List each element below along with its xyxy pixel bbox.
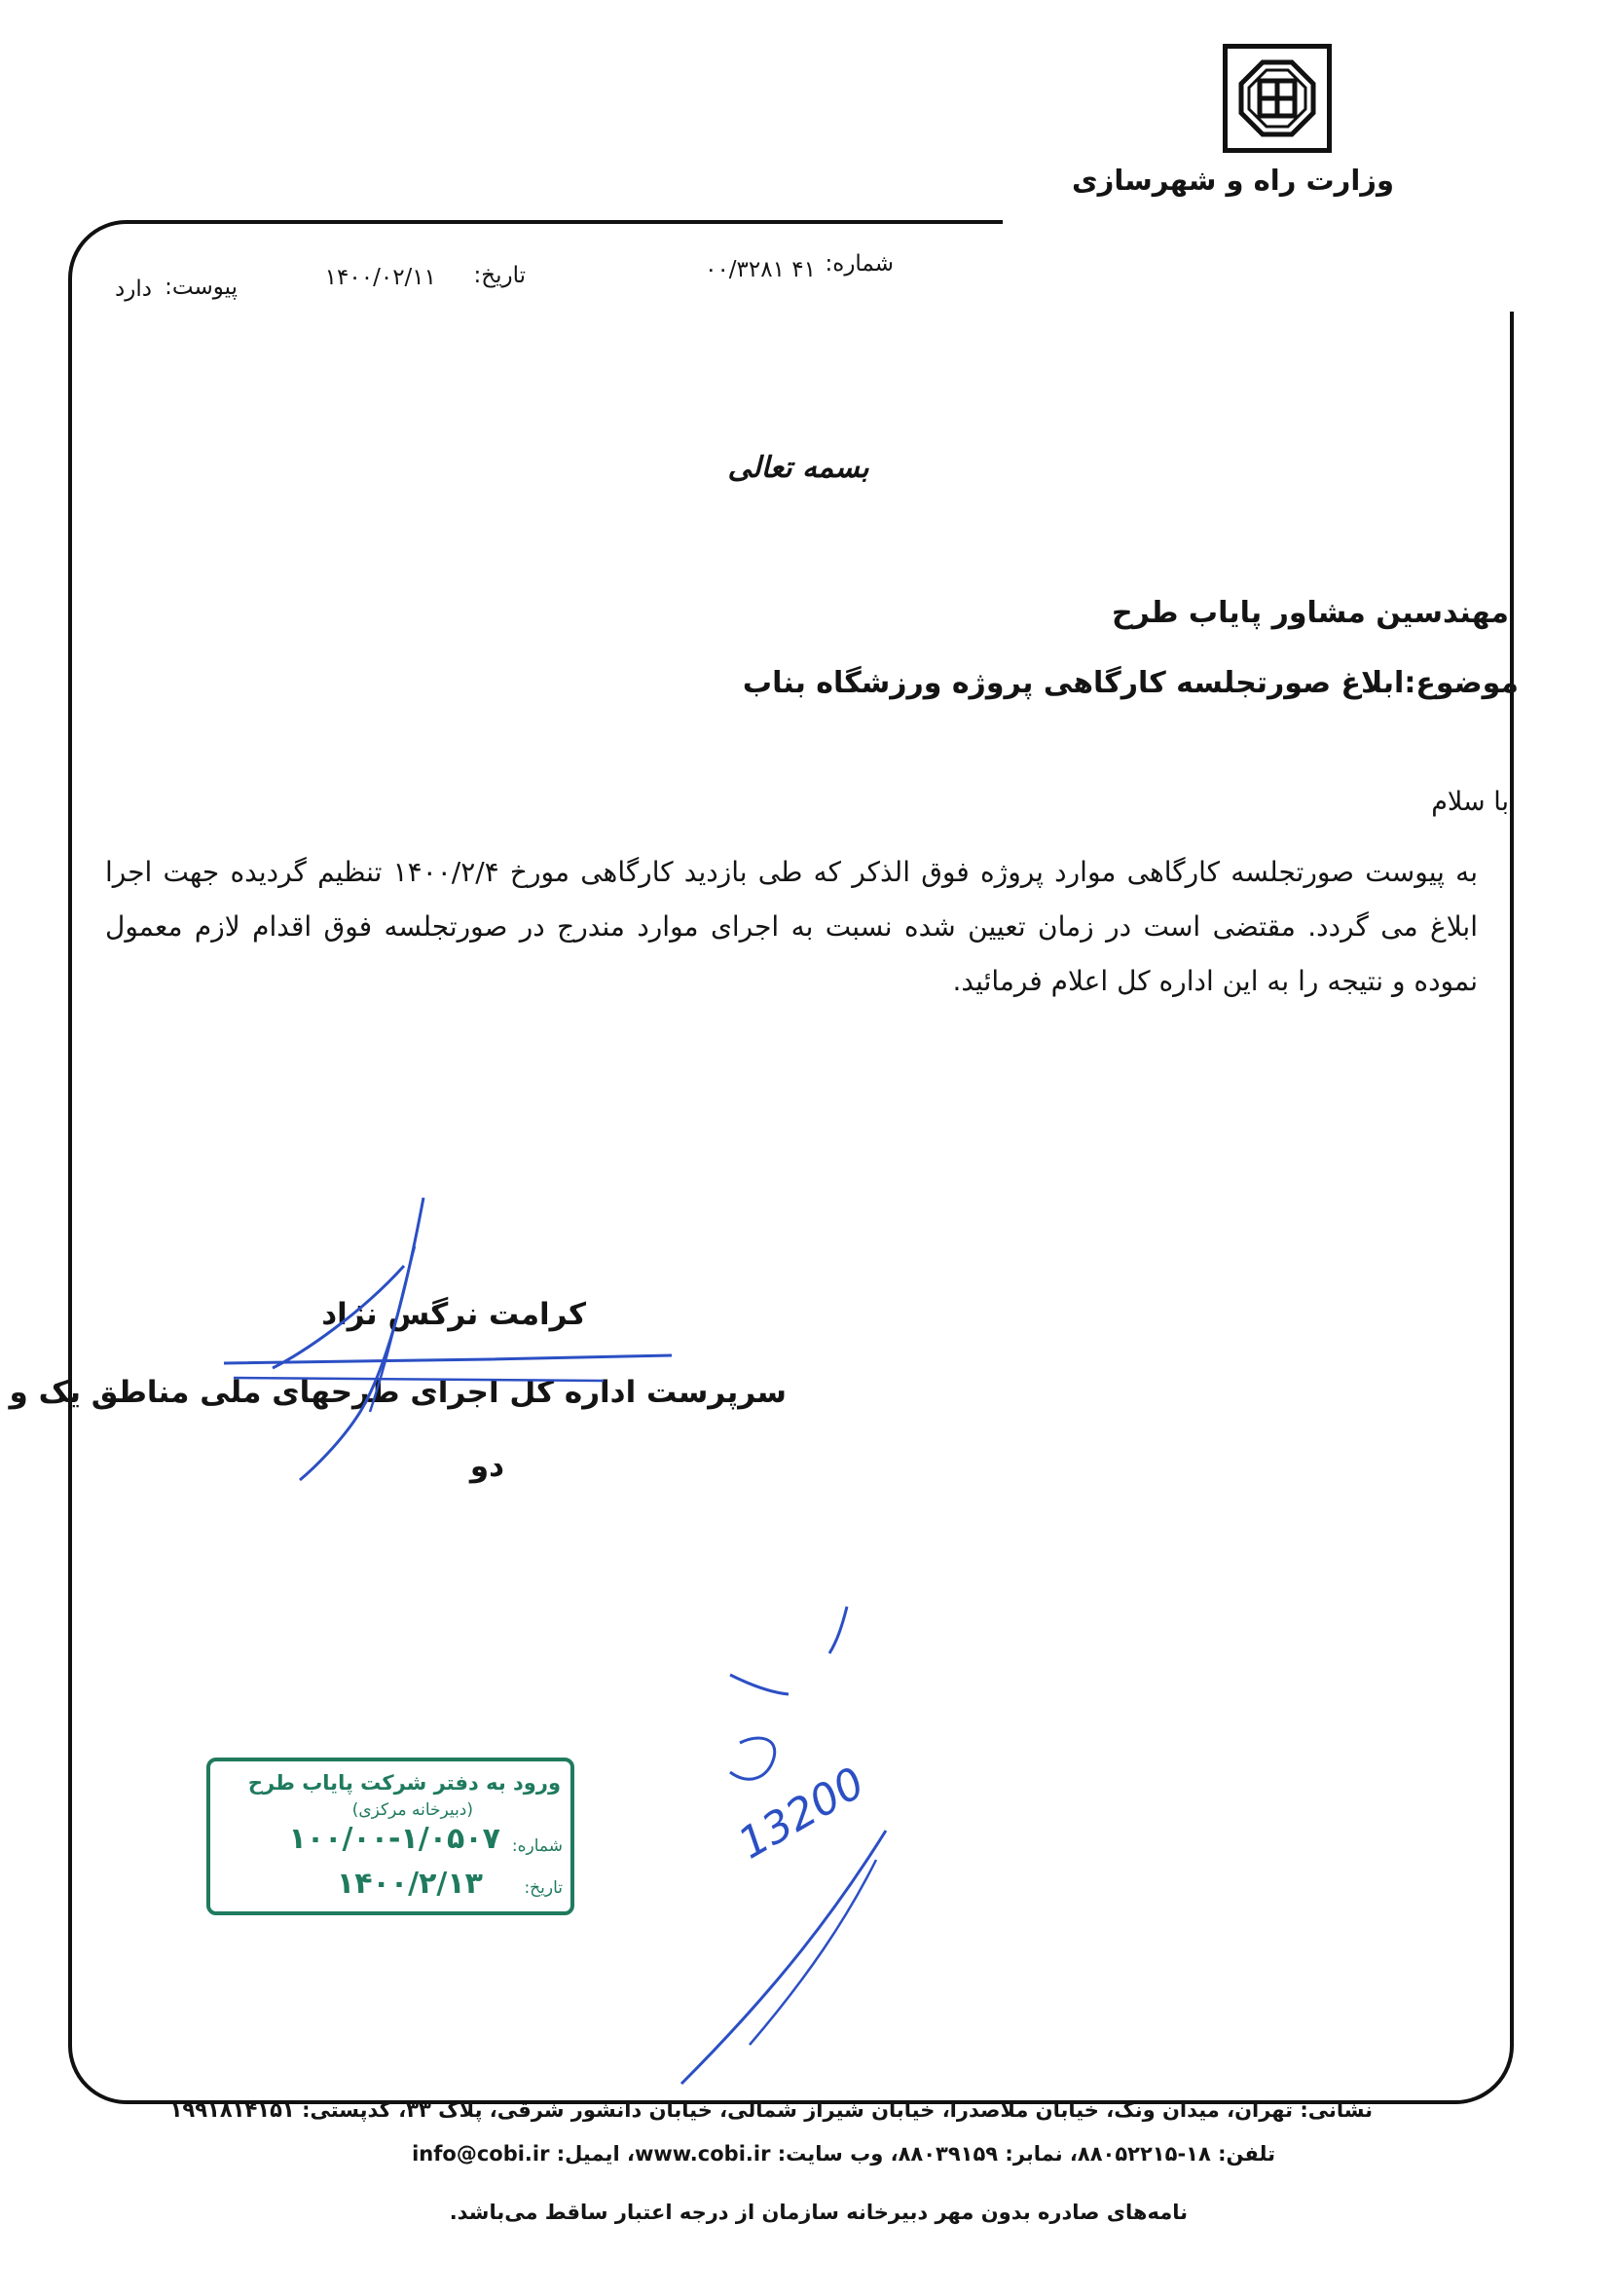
attachment-value: دارد (115, 277, 152, 302)
date-label: تاریخ: (473, 263, 526, 288)
ministry-logo (1223, 44, 1332, 153)
handwritten-signature (214, 1188, 701, 1500)
stamp-number-label: شماره: (511, 1836, 563, 1856)
handwritten-annotation (662, 1597, 915, 2103)
stamp-date-label: تاریخ: (524, 1878, 563, 1898)
body-paragraph: به پیوست صورتجلسه کارگاهی موارد پروژه فوق الذکر که طی بازدید کارگاهی مورخ ۱۴۰۰/۲/۴ تنظیم گردیده جهت اجرا ابلاغ می گردد. مقتضی است در زمان تعیین شده نسبت به اجرای موارد مندرج در صورتجلسه فوق اقدام لازم معمول نموده و نتیجه را به این اداره کل اعلام فرمائید. (105, 856, 1478, 997)
ministry-name: وزارت راه و شهرسازی (1072, 164, 1394, 197)
signer-name: کرامت نرگس نژاد (321, 1297, 586, 1332)
received-stamp (206, 1758, 574, 1915)
greeting: با سلام (1431, 787, 1509, 817)
logo-emblem-icon (1228, 49, 1327, 148)
number-value: ۴۱ ۰۰/۳۲۸۱ (705, 257, 816, 282)
footer-contact: تلفن: ۱۸-۸۸۰۵۲۲۱۵، نمابر: ۸۸۰۳۹۱۵۹، وب سایت: www.cobi.ir، ایمیل: info@cobi.ir (412, 2142, 1275, 2166)
footer-validity-note: نامه‌های صادره بدون مهر دبیرخانه سازمان از درجه اعتبار ساقط می‌باشد. (449, 2201, 1188, 2224)
number-label: شماره: (825, 251, 894, 277)
stamp-title: ورود به دفتر شرکت پایاب طرح (247, 1771, 561, 1795)
stamp-number-value: ۱۰۰/۰۰-۱/۰۵۰۷ (288, 1822, 500, 1856)
addressee: مهندسین مشاور پایاب طرح (1111, 596, 1509, 630)
stamp-date-value: ۱۴۰۰/۲/۱۳ (336, 1867, 483, 1901)
signer-title-line2: دو (469, 1449, 504, 1484)
signer-title-line1: سرپرست اداره کل اجرای طرحهای ملی مناطق یک و (9, 1375, 787, 1410)
invocation-text: بسمه تعالی (727, 451, 869, 485)
attachment-label: پیوست: (165, 275, 238, 300)
subject-line: موضوع:ابلاغ صورتجلسه کارگاهی پروژه ورزشگاه بناب (742, 666, 1519, 700)
stamp-subtitle: (دبیرخانه مرکزی) (351, 1800, 473, 1820)
date-value: ۱۴۰۰/۰۲/۱۱ (324, 265, 436, 290)
footer-address: نشانی: تهران، میدان ونک، خیابان ملاصدرا، خیابان شیراز شمالی، خیابان دانشور شرقی، پلاک ۳۳، کدپستی: ۱۹۹۱۸۱۴۱۵۱ (169, 2098, 1373, 2122)
invocation-calligraphy (727, 436, 869, 504)
handwritten-note-text: 13200 (730, 1758, 873, 1870)
